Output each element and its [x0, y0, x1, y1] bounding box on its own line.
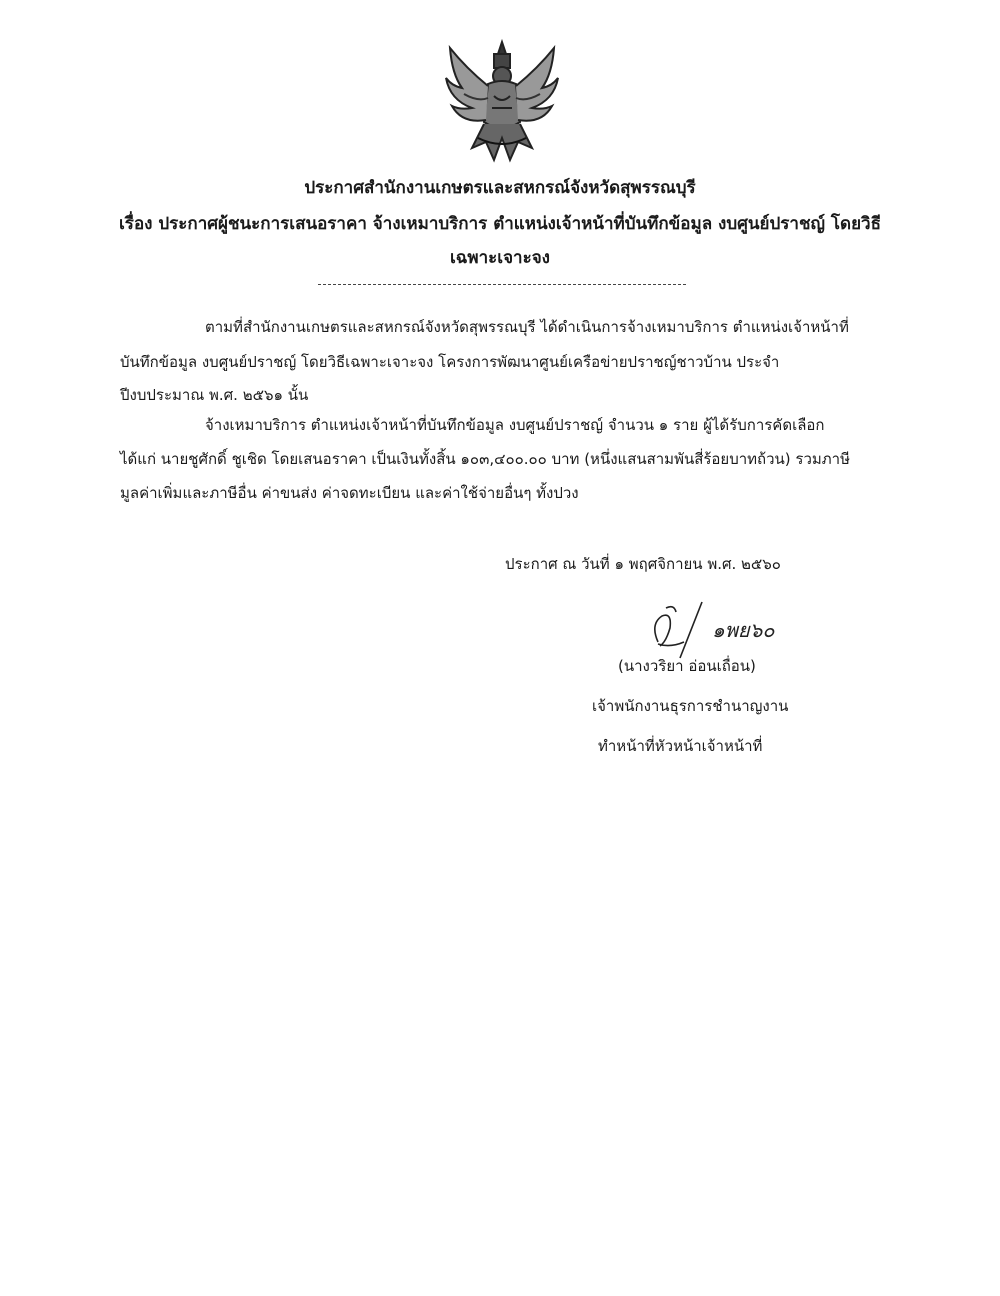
paragraph-1-line-3: ปีงบประมาณ พ.ศ. ๒๕๖๑ นั้น — [120, 386, 309, 404]
garuda-emblem-icon — [438, 38, 566, 166]
paragraph-2-line-2: ได้แก่ นายชูศักดิ์ ชูเชิด โดยเสนอราคา เป็นเงินทั้งสิ้น ๑๐๓,๔๐๐.๐๐ บาท (หนึ่งแสนสามพันสี่ร้อยบาทถ้วน) รวมภาษี — [120, 450, 850, 468]
signer-acting-position: ทำหน้าที่หัวหน้าเจ้าหน้าที่ — [598, 737, 763, 755]
document-title: ประกาศสำนักงานเกษตรและสหกรณ์จังหวัดสุพรรณบุรี — [304, 178, 696, 198]
paragraph-1-line-2: บันทึกข้อมูล งบศูนย์ปราชญ์ โดยวิธีเฉพาะเจาะจง โครงการพัฒนาศูนย์เครือข่ายปราชญ์ชาวบ้าน ประจำ — [120, 353, 780, 371]
paragraph-2-line-1: จ้างเหมาบริการ ตำแหน่งเจ้าหน้าที่บันทึกข้อมูล งบศูนย์ปราชญ์ จำนวน ๑ ราย ผู้ได้รับการคัดเลือก — [205, 416, 825, 434]
handwritten-date: ๑พย๖๐ — [712, 618, 775, 642]
announcement-date: ประกาศ ณ วันที่ ๑ พฤศจิกายน พ.ศ. ๒๕๖๐ — [505, 555, 781, 573]
document-subject: เรื่อง ประกาศผู้ชนะการเสนอราคา จ้างเหมาบริการ ตำแหน่งเจ้าหน้าที่บันทึกข้อมูล งบศูนย์ปราชญ์ โดยวิธี — [119, 214, 881, 234]
paragraph-1-line-1: ตามที่สำนักงานเกษตรและสหกรณ์จังหวัดสุพรรณบุรี ได้ดำเนินการจ้างเหมาบริการ ตำแหน่งเจ้าหน้าที่ — [205, 318, 849, 336]
signer-name: (นางวริยา อ่อนเถื่อน) — [618, 657, 756, 675]
document-subject-continued: เฉพาะเจาะจง — [450, 248, 550, 268]
signer-position: เจ้าพนักงานธุรการชำนาญงาน — [592, 697, 789, 715]
divider-line — [318, 284, 686, 285]
paragraph-2-line-3: มูลค่าเพิ่มและภาษีอื่น ค่าขนส่ง ค่าจดทะเบียน และค่าใช้จ่ายอื่นๆ ทั้งปวง — [120, 484, 579, 502]
